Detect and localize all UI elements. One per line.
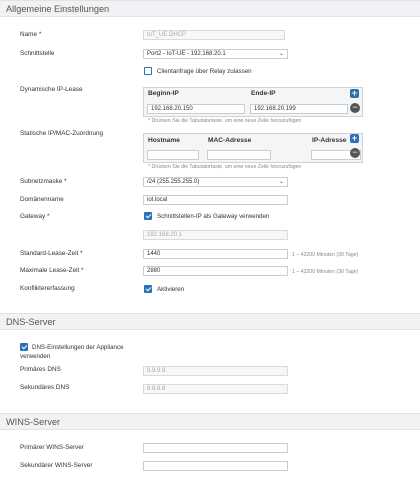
wins-section-title: WINS-Server: [6, 417, 61, 427]
static-mapping-table: [143, 133, 363, 163]
conflict-checkbox-label: Aktivieren: [157, 286, 185, 293]
subnet-label: Subnetzmaske *: [20, 178, 67, 185]
mac-input[interactable]: [207, 150, 271, 160]
dyn-add-icon[interactable]: +: [351, 88, 358, 98]
hostname-header: Hostname: [148, 137, 180, 144]
primary-wins-input[interactable]: [143, 443, 288, 453]
interface-label: Schnittstelle: [20, 50, 55, 57]
static-remove-icon[interactable]: −: [350, 148, 360, 158]
gateway-checkbox[interactable]: [144, 212, 152, 220]
conflict-label: Konfliktererfassung: [20, 285, 75, 292]
std-lease-hint: 1 – 43200 Minuten (30 Tage): [292, 252, 359, 258]
chevron-down-icon: ⌄: [278, 179, 284, 185]
conflict-checkbox[interactable]: [144, 285, 152, 293]
domain-label: Domänenname: [20, 196, 64, 203]
name-input[interactable]: IoT_UE DHCP: [143, 30, 285, 40]
gateway-input[interactable]: 192.168.20.1: [143, 230, 288, 240]
interface-select-value: Port2 - IoT-UE - 192.168.20.1: [147, 51, 226, 57]
static-add-icon[interactable]: +: [351, 133, 358, 143]
begin-ip-input[interactable]: 192.168.20.150: [147, 104, 245, 114]
primary-dns-label: Primäres DNS: [20, 366, 61, 373]
dyn-lease-label: Dynamische IP-Lease: [20, 86, 83, 93]
relay-checkbox[interactable]: [144, 67, 152, 75]
secondary-wins-input[interactable]: [143, 461, 288, 471]
max-lease-label: Maximale Lease-Zeit *: [20, 267, 84, 274]
static-mapping-hint: * Drücken Sie die Tabulatortaste, um eine neue Zeile hinzuzufügen: [148, 164, 302, 170]
chevron-down-icon: ⌄: [278, 51, 284, 57]
general-section-title: Allgemeine Einstellungen: [6, 4, 110, 14]
dns-section-header: [0, 313, 420, 330]
subnet-select[interactable]: [143, 177, 288, 187]
end-ip-input[interactable]: 192.168.20.199: [250, 104, 348, 114]
name-label: Name *: [20, 31, 42, 38]
end-ip-header: Ende-IP: [251, 90, 276, 97]
general-section-header: [0, 0, 420, 17]
begin-ip-header: Beginn-IP: [148, 90, 179, 97]
dyn-lease-table: [143, 87, 363, 117]
dyn-lease-hint: * Drücken Sie die Tabulatortaste, um eine neue Zeile hinzuzufügen: [148, 118, 302, 124]
subnet-select-value: /24 (255.255.255.0): [147, 179, 200, 185]
primary-wins-label: Primärer WINS-Server: [20, 444, 84, 451]
ip-header: IP-Adresse: [312, 137, 347, 144]
interface-select[interactable]: [143, 49, 288, 59]
max-lease-hint: 1 – 43200 Minuten (30 Tage): [292, 269, 359, 275]
wins-section-header: [0, 413, 420, 430]
hostname-input[interactable]: [147, 150, 199, 160]
gateway-label: Gateway *: [20, 213, 50, 220]
static-mapping-label: Statische IP/MAC-Zuordnung: [20, 130, 104, 137]
max-lease-input[interactable]: 2880: [143, 266, 288, 276]
gateway-checkbox-label: Schnittstellen-IP als Gateway verwenden: [157, 213, 270, 220]
secondary-dns-input[interactable]: 8.8.8.8: [143, 384, 288, 394]
domain-input[interactable]: iot.local: [143, 195, 288, 205]
primary-dns-input[interactable]: 9.9.9.9: [143, 366, 288, 376]
secondary-wins-label: Sekundärer WINS-Server: [20, 462, 93, 469]
dns-appliance-checkbox[interactable]: [20, 343, 28, 351]
std-lease-label: Standard-Lease-Zeit *: [20, 250, 83, 257]
mac-header: MAC-Adresse: [208, 137, 252, 144]
dns-appliance-label-line1: DNS-Einstellungen der Appliance: [32, 344, 124, 351]
dns-appliance-label-line2: verwenden: [20, 353, 51, 360]
dns-section-title: DNS-Server: [6, 317, 56, 327]
dyn-remove-icon[interactable]: −: [350, 103, 360, 113]
secondary-dns-label: Sekundäres DNS: [20, 384, 70, 391]
relay-checkbox-label: Clientanfrage über Relay zulassen: [157, 68, 252, 75]
std-lease-input[interactable]: 1440: [143, 249, 288, 259]
